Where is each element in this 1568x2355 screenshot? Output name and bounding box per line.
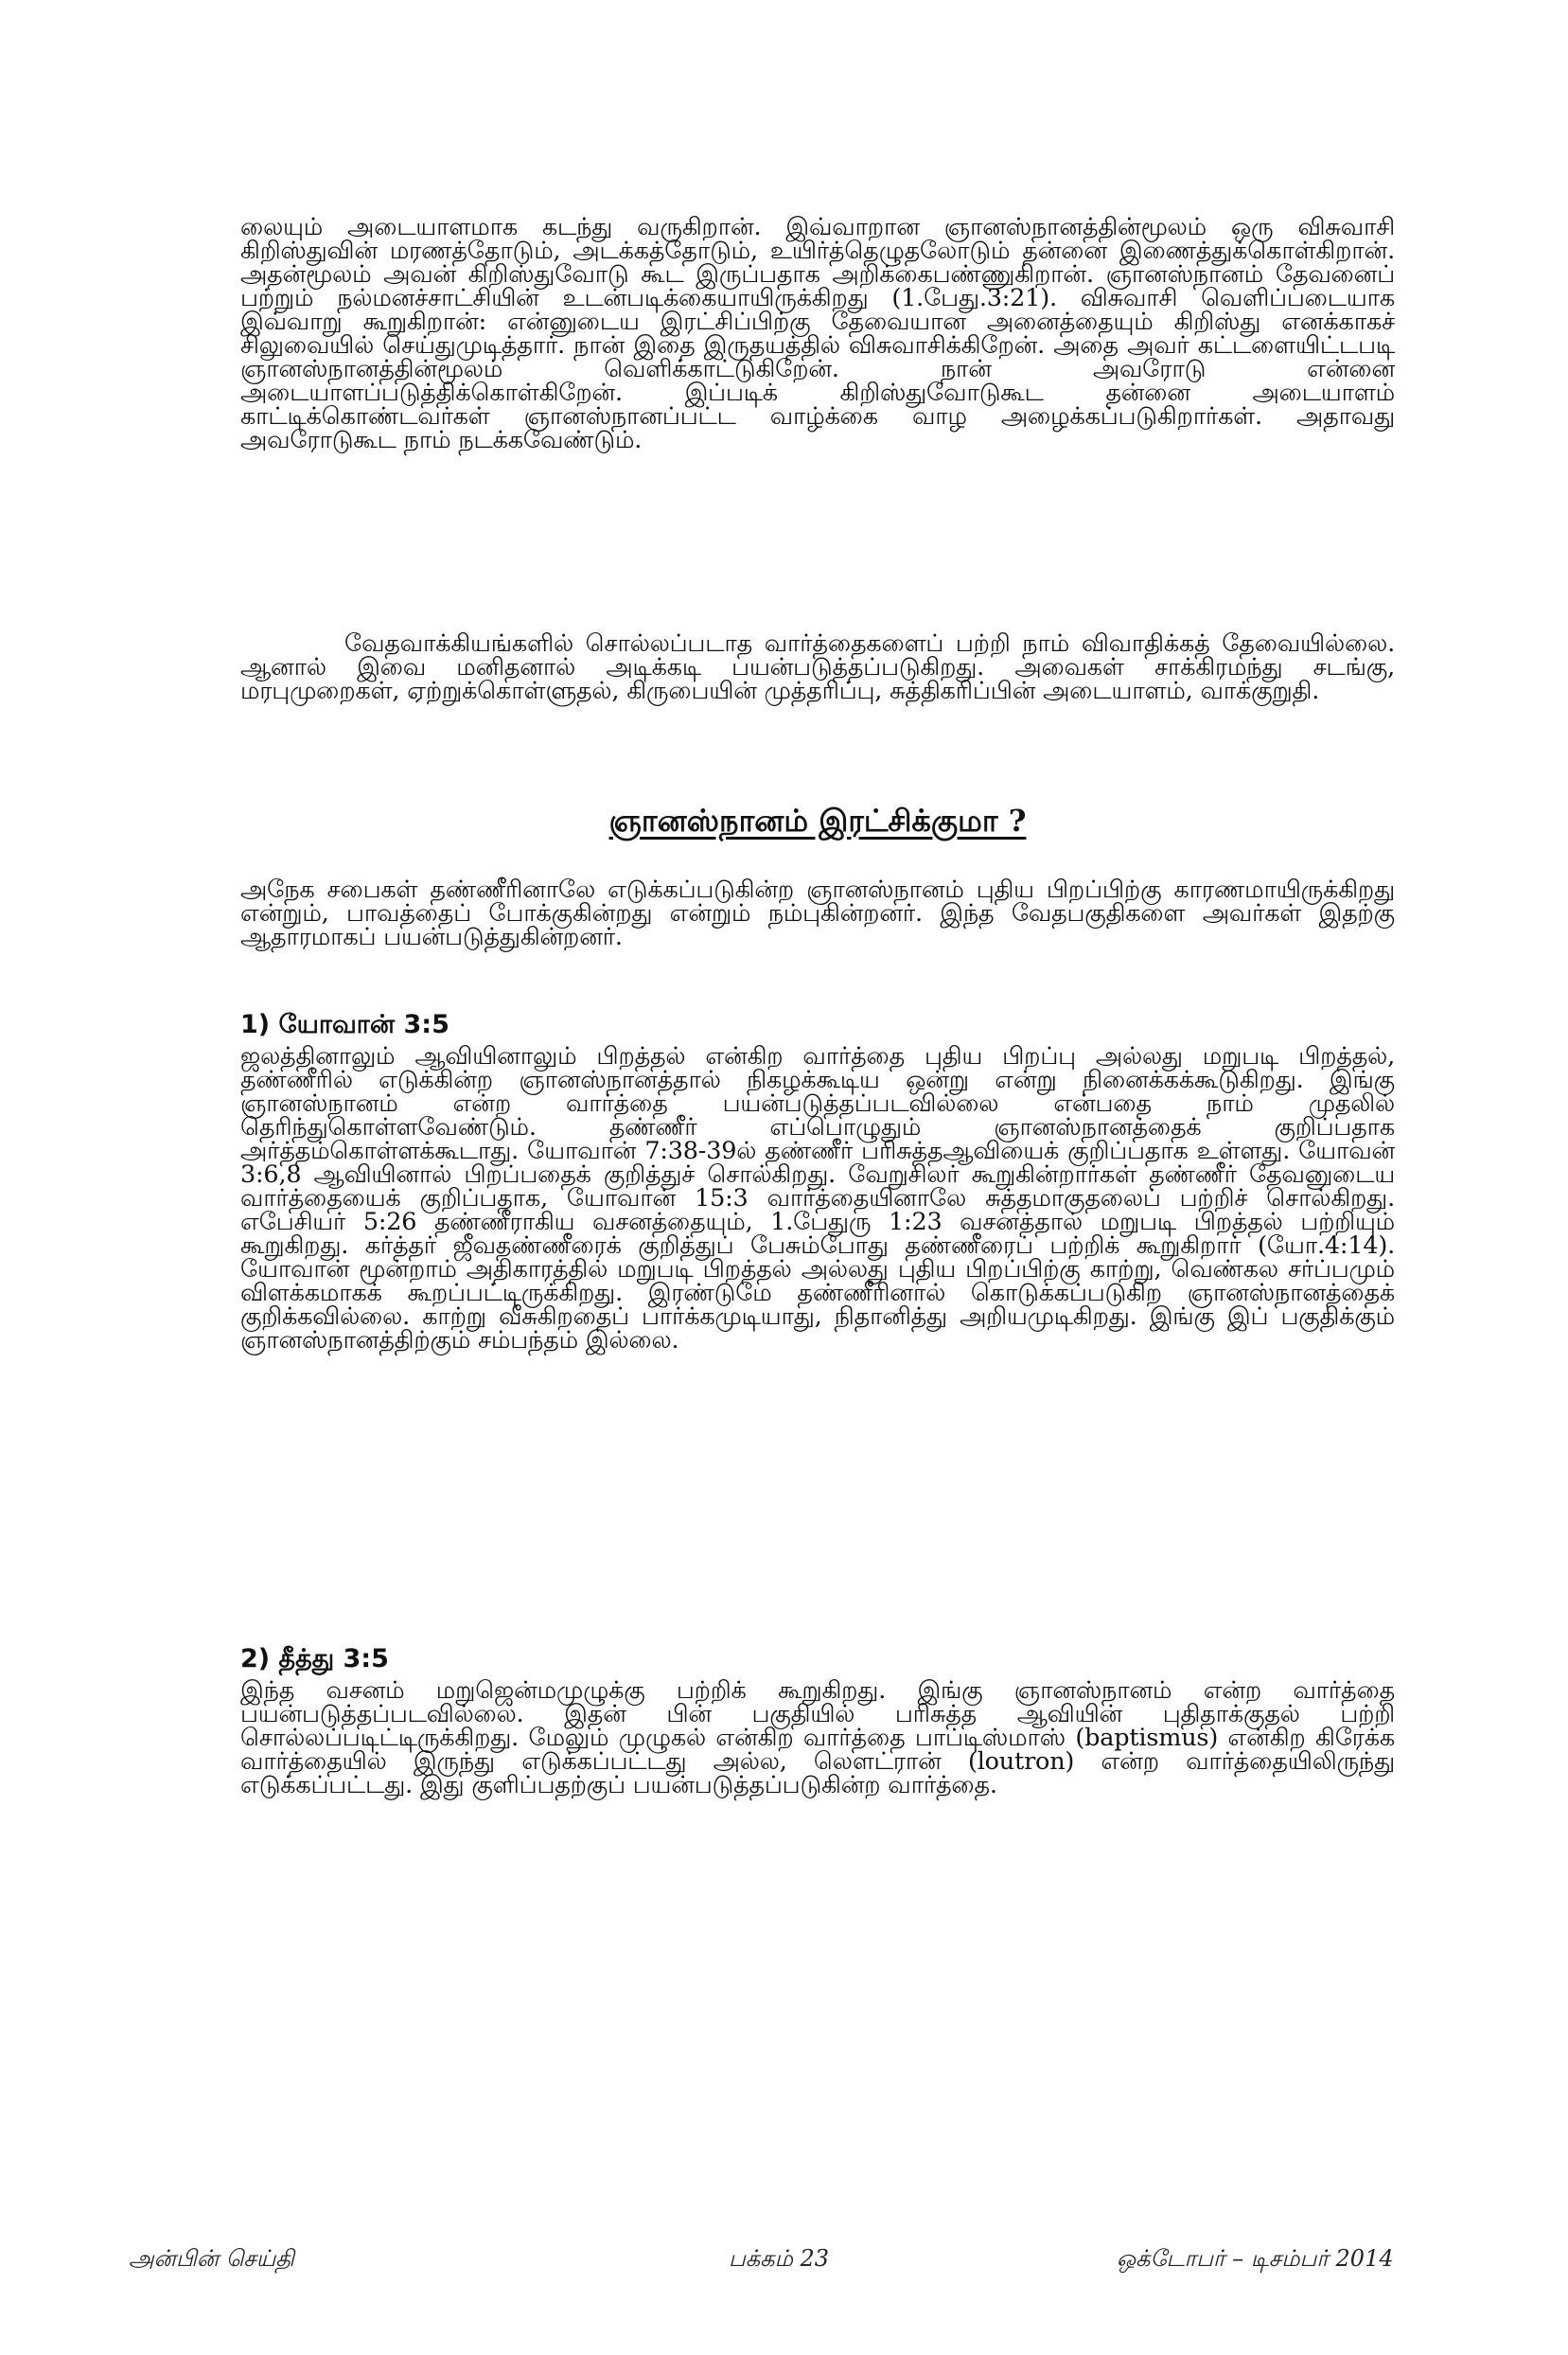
- section-2-body: இந்த வசனம் மறுஜென்மமுழுக்கு பற்றிக் கூறுகிறது. இங்கு ஞானஸ்நானம் என்ற வார்த்தை பயன்படுத்தப்படவில்லை. இதன் பின் பகுதியில் பரிசுத்த ஆவியின் புதிதாக்குதல் பற்றி சொல்லப்படிட்டிருக்கிறது. மேலும் முழுகல் என்கிற வார்த்தை பாப்டிஸ்மாஸ் (baptismus) என்கிற கிரேக்க வார்த்தையில் இருந்து எடுக்கப்பட்டது அல்ல, லௌட்ரான் (loutron) என்ற வார்த்தையிலிருந்து எடுக்கப்பட்டது. இது குளிப்பதற்குப் பயன்படுத்தப்படுகின்ற வார்த்தை.: [240, 1676, 1395, 1799]
- section-1-body: ஜலத்தினாலும் ஆவியினாலும் பிறத்தல் என்கிற வார்த்தை புதிய பிறப்பு அல்லது மறுபடி பிறத்தல், தண்ணீரில் எடுக்கின்ற ஞானஸ்நானத்தால் நிகழக்கூடிய ஒன்று என்று நினைக்கக்கூடுகிறது. இங்கு ஞானஸ்நானம் என்ற வார்த்தை பயன்படுத்தப்படவில்லை என்பதை நாம் முதலில் தெரிந்துகொள்ளவேண்டும். தண்ணீர் எப்பொழுதும் ஞானஸ்நானத்தைக் குறிப்பதாக அர்த்தம்கொள்ளக்கூடாது. யோவான் 7:38-39ல் தண்ணீர் பரிசுத்தஆவியைக் குறிப்பதாக உள்ளது. யோவன் 3:6,8 ஆவியினால் பிறப்பதைக் குறித்துச் சொல்கிறது. வேறுசிலர் கூறுகின்றார்கள் தண்ணீர் தேவனுடைய வார்த்தையைக் குறிப்பதாக, யோவான் 15:3 வார்த்தையினாலே சுத்தமாகுதலைப் பற்றிச் சொல்கிறது. எபேசியர் 5:26 தண்ணீராகிய வசனத்தையும், 1.பேதுரு 1:23 வசனத்தால் மறுபடி பிறத்தல் பற்றியும் கூறுகிறது. கர்த்தர் ஜீவதண்ணீரைக் குறித்துப் பேசும்போது தண்ணீரைப் பற்றிக் கூறுகிறார் (யோ.4:14). யோவான் மூன்றாம் அதிகாரத்தில் மறுபடி பிறத்தல் அல்லது புதிய பிறப்பிற்கு காற்று, வெண்கல சர்ப்பமும் விளக்கமாகக் கூறப்பட்டிருக்கிறது. இரண்டுமே தண்ணீரினால் கொடுக்கப்படுகிற ஞானஸ்நானத்தைக் குறிக்கவில்லை. காற்று வீசுகிறதைப் பார்க்கமுடியாது, நிதானித்து அறியமுடிகிறது. இங்கு இப் பகுதிக்கும் ஞானஸ்நானத்திற்கும் சம்பந்தம் இல்லை.: [240, 1042, 1395, 1355]
- paragraph-1-block: [240, 213, 1395, 454]
- section-2: [240, 1645, 1395, 1797]
- section-1-title: 1) யோவான் 3:5: [240, 1010, 449, 1039]
- intro-paragraph: அநேக சபைகள் தண்ணீரினாலே எடுக்கப்படுகின்ற ஞானஸ்நானம் புதிய பிறப்பிற்கு காரணமாயிருக்கிறது என்றும், பாவத்தைப் போக்குகின்றது என்றும் நம்புகின்றனர். இந்த வேதபகுதிகளை அவர்கள் இதற்கு ஆதாரமாகப் பயன்படுத்துகின்றனர்.: [240, 876, 1395, 951]
- paragraph-2: வேதவாக்கியங்களில் சொல்லப்படாத வார்த்தைகளைப் பற்றி நாம் விவாதிக்கத் தேவையில்லை. ஆனால் இவை மனிதனால் அடிக்கடி பயன்படுத்தப்படுகிறது. அவைகள் சாக்கிரமந்து சடங்கு, மரபுமுறைகள், ஏற்றுக்கொள்ளுதல், கிருபையின் முத்தரிப்பு, சுத்திகரிப்பின் அடையாளம், வாக்குறுதி.: [240, 629, 1395, 705]
- paragraph-2-block: [240, 629, 1395, 705]
- footer-publication: அன்பின் செய்தி: [129, 2245, 294, 2272]
- footer-date: ஒக்டோபர் – டிசம்பர் 2014: [1117, 2245, 1394, 2272]
- footer-page-number: பக்கம் 23: [729, 2245, 830, 2272]
- section-2-title: 2) தீத்து 3:5: [240, 1644, 389, 1673]
- section-heading: ஞானஸ்நானம் இரட்சிக்குமா ?: [608, 803, 1027, 839]
- intro-block: [240, 878, 1395, 949]
- paragraph-1: லையும் அடையாளமாக கடந்து வருகிறான். இவ்வாறான ஞானஸ்நானத்தின்மூலம் ஒரு விசுவாசி கிறிஸ்துவின் மரணத்தோடும், அடக்கத்தோடும், உயிர்த்தெழுதலோடும் தன்னை இணைத்துக்கொள்கிறான். அதன்மூலம் அவன் கிறிஸ்துவோடு கூட இருப்பதாக அறிக்கைபண்ணுகிறான். ஞானஸ்நானம் தேவனைப் பற்றும் நல்மனச்சாட்சியின் உடன்படிக்கையாயிருக்கிறது (1.பேது.3:21). விசுவாசி வெளிப்படையாக இவ்வாறு கூறுகிறான்: என்னுடைய இரட்சிப்பிற்கு தேவையான அனைத்தையும் கிறிஸ்து எனக்காகச் சிலுவையில் செய்துமுடித்தார். நான் இதை இருதயத்தில் விசுவாசிக்கிறேன். அதை அவர் கட்டளையிட்டபடி ஞானஸ்நானத்தின்மூலம் வெளிக்காட்டுகிறேன். நான் அவரோடு என்னை அடையாளப்படுத்திக்கொள்கிறேன். இப்படிக் கிறிஸ்துவோடுகூட தன்னை அடையாளம் காட்டிக்கொண்டவர்கள் ஞானஸ்நானப்பட்ட வாழ்க்கை வாழ அழைக்கப்படுகிறார்கள். அதாவது அவரோடுகூட நாம் நடக்கவேண்டும்.: [240, 213, 1395, 454]
- section-1: [240, 1011, 1395, 1353]
